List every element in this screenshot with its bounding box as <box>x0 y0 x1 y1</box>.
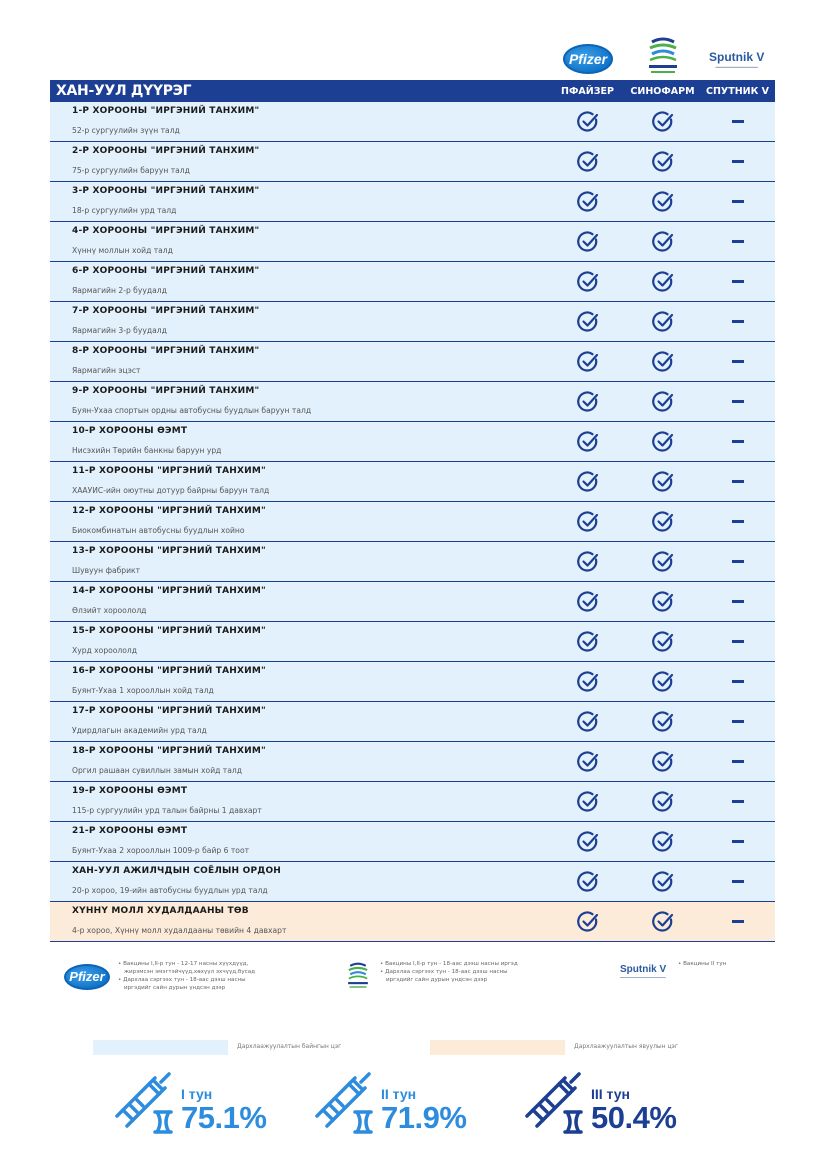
location-name: 17-Р ХОРООНЫ "ИРГЭНИЙ ТАНХИМ" <box>72 706 266 716</box>
sputnik-cell <box>700 742 775 781</box>
sputnik-cell <box>700 582 775 621</box>
dash-icon <box>732 600 744 603</box>
check-icon <box>651 150 675 174</box>
location-info <box>50 582 550 621</box>
location-address: Оргил рашаан сувиллын замын хойд талд <box>72 766 242 775</box>
table-row <box>50 302 775 342</box>
pfizer-cell <box>550 142 625 181</box>
location-name: 13-Р ХОРООНЫ "ИРГЭНИЙ ТАНХИМ" <box>72 546 266 556</box>
location-info <box>50 302 550 341</box>
location-address: 20-р хороо, 19-ийн автобусны буудлын урд талд <box>72 886 268 895</box>
sputnik-logo <box>709 50 764 71</box>
table-row <box>50 462 775 502</box>
sinopharm-cell <box>625 542 700 581</box>
sinopharm-cell <box>625 582 700 621</box>
sinopharm-cell <box>625 862 700 901</box>
check-icon <box>576 750 600 774</box>
sputnik-cell <box>700 862 775 901</box>
location-name: 14-Р ХОРООНЫ "ИРГЭНИЙ ТАНХИМ" <box>72 586 266 596</box>
column-pfizer: ПФАЙЗЕР <box>561 85 614 97</box>
table-row <box>50 342 775 382</box>
check-icon <box>651 870 675 894</box>
syringe-hourglass-icon <box>315 1072 377 1134</box>
location-address: Буянт-Ухаа 1 хорооллын хойд талд <box>72 686 214 695</box>
location-info <box>50 862 550 901</box>
dash-icon <box>732 360 744 363</box>
location-address: Өлзийт хороололд <box>72 606 147 615</box>
pfizer-cell <box>550 342 625 381</box>
vaccine-legend <box>0 958 825 1008</box>
sinopharm-cell <box>625 462 700 501</box>
pfizer-cell <box>550 902 625 941</box>
legend-sinopharm-logo <box>346 960 370 990</box>
location-name: 18-Р ХОРООНЫ "ИРГЭНИЙ ТАНХИМ" <box>72 746 266 756</box>
sputnik-logo-text: Sputnik V <box>709 50 765 64</box>
district-title: ХАН-УУЛ ДҮҮРЭГ <box>56 83 192 99</box>
check-icon <box>651 550 675 574</box>
dose-percent: 50.4% <box>591 1100 677 1135</box>
sinopharm-cell <box>625 902 700 941</box>
sinopharm-cell <box>625 382 700 421</box>
legend-sinopharm-line: • Вакцины I,II-р тун - 18-аас дээш насны иргэд <box>380 961 518 967</box>
sinopharm-cell <box>625 662 700 701</box>
dash-icon <box>732 760 744 763</box>
location-info <box>50 342 550 381</box>
vaccine-logos <box>0 30 825 78</box>
location-name: 12-Р ХОРООНЫ "ИРГЭНИЙ ТАНХИМ" <box>72 506 266 516</box>
check-icon <box>651 750 675 774</box>
check-icon <box>576 350 600 374</box>
table-row <box>50 822 775 862</box>
check-icon <box>651 470 675 494</box>
dash-icon <box>732 160 744 163</box>
sputnik-logo-subline: ━━━━━━━━━━━━━━ <box>715 65 758 71</box>
check-icon <box>576 190 600 214</box>
table-row <box>50 862 775 902</box>
check-icon <box>576 230 600 254</box>
table-row <box>50 702 775 742</box>
location-info <box>50 422 550 461</box>
check-icon <box>651 230 675 254</box>
table-row <box>50 502 775 542</box>
legend-sputnik-logo <box>620 964 666 980</box>
pfizer-cell <box>550 302 625 341</box>
table-row <box>50 582 775 622</box>
legend-pfizer-line: иргэдийг сайн дурын үндсэн дээр <box>124 985 226 991</box>
pfizer-cell <box>550 742 625 781</box>
sinopharm-cell <box>625 502 700 541</box>
location-info <box>50 462 550 501</box>
sinopharm-cell <box>625 262 700 301</box>
legend-sputnik-text <box>678 960 726 968</box>
check-icon <box>651 350 675 374</box>
location-address: Хүннү моллын хойд талд <box>72 246 173 255</box>
location-name: 8-Р ХОРООНЫ "ИРГЭНИЙ ТАНХИМ" <box>72 346 260 356</box>
location-name: 9-Р ХОРООНЫ "ИРГЭНИЙ ТАНХИМ" <box>72 386 260 396</box>
table-row <box>50 102 775 142</box>
sputnik-cell <box>700 222 775 261</box>
location-address: 18-р сургуулийн урд талд <box>72 206 177 215</box>
dash-icon <box>732 920 744 923</box>
check-icon <box>576 710 600 734</box>
table-row <box>50 742 775 782</box>
sputnik-cell <box>700 462 775 501</box>
check-icon <box>651 310 675 334</box>
sputnik-cell <box>700 342 775 381</box>
sinopharm-cell <box>625 302 700 341</box>
location-name: ХҮННҮ МОЛЛ ХУДАЛДААНЫ ТӨВ <box>72 906 249 916</box>
dash-icon <box>732 800 744 803</box>
check-icon <box>651 270 675 294</box>
sputnik-cell <box>700 702 775 741</box>
table-row <box>50 382 775 422</box>
pfizer-cell <box>550 382 625 421</box>
check-icon <box>651 670 675 694</box>
dash-icon <box>732 400 744 403</box>
location-info <box>50 902 550 941</box>
sinopharm-cell <box>625 342 700 381</box>
location-name: ХАН-УУЛ АЖИЛЧДЫН СОЁЛЫН ОРДОН <box>72 866 282 876</box>
check-icon <box>576 830 600 854</box>
sputnik-cell <box>700 622 775 661</box>
location-name: 3-Р ХОРООНЫ "ИРГЭНИЙ ТАНХИМ" <box>72 186 260 196</box>
sputnik-cell <box>700 902 775 941</box>
location-name: 11-Р ХОРООНЫ "ИРГЭНИЙ ТАНХИМ" <box>72 466 266 476</box>
check-icon <box>576 110 600 134</box>
check-icon <box>576 270 600 294</box>
sputnik-cell <box>700 142 775 181</box>
location-name: 16-Р ХОРООНЫ "ИРГЭНИЙ ТАНХИМ" <box>72 666 266 676</box>
location-address: Удирдлагын академийн урд талд <box>72 726 207 735</box>
location-info <box>50 702 550 741</box>
legend-sinopharm-line: • Дархлаа сэргээх тун - 18-аас дээш насны <box>380 969 508 975</box>
location-address: 4-р хороо, Хүннү молл худалдааны төвийн 4 давхарт <box>72 926 287 935</box>
sinopharm-cell <box>625 142 700 181</box>
dose-label: I тун <box>181 1086 213 1102</box>
sputnik-cell <box>700 542 775 581</box>
permanent-point-key-swatch <box>93 1040 228 1055</box>
pfizer-cell <box>550 462 625 501</box>
pfizer-cell <box>550 262 625 301</box>
sinopharm-cell <box>625 182 700 221</box>
column-sinopharm: СИНОФАРМ <box>630 85 695 97</box>
dash-icon <box>732 320 744 323</box>
sputnik-cell <box>700 382 775 421</box>
location-info <box>50 182 550 221</box>
location-info <box>50 742 550 781</box>
sputnik-cell <box>700 822 775 861</box>
check-icon <box>651 830 675 854</box>
check-icon <box>576 870 600 894</box>
location-address: Буян-Ухаа спортын ордны автобусны буудлын баруун талд <box>72 406 312 415</box>
sputnik-cell <box>700 102 775 141</box>
location-address: ХААУИС-ийн оюутны дотуур байрны баруун талд <box>72 486 270 495</box>
dash-icon <box>732 440 744 443</box>
location-info <box>50 142 550 181</box>
check-icon <box>651 590 675 614</box>
check-icon <box>651 390 675 414</box>
dash-icon <box>732 840 744 843</box>
location-name: 7-Р ХОРООНЫ "ИРГЭНИЙ ТАНХИМ" <box>72 306 260 316</box>
table-row <box>50 142 775 182</box>
check-icon <box>651 630 675 654</box>
check-icon <box>576 590 600 614</box>
location-address: Хурд хороололд <box>72 646 138 655</box>
location-address: Яармагийн 3-р буудалд <box>72 326 167 335</box>
dash-icon <box>732 200 744 203</box>
table-row <box>50 902 775 942</box>
sinopharm-cell <box>625 822 700 861</box>
location-info <box>50 822 550 861</box>
mobile-point-key-swatch <box>430 1040 565 1055</box>
pfizer-cell <box>550 502 625 541</box>
location-name: 1-Р ХОРООНЫ "ИРГЭНИЙ ТАНХИМ" <box>72 106 260 116</box>
location-name: 10-Р ХОРООНЫ ӨЭМТ <box>72 426 188 436</box>
pfizer-cell <box>550 182 625 221</box>
sputnik-cell <box>700 302 775 341</box>
location-address: 75-р сургуулийн баруун талд <box>72 166 190 175</box>
check-icon <box>576 790 600 814</box>
dash-icon <box>732 880 744 883</box>
dash-icon <box>732 240 744 243</box>
location-info <box>50 382 550 421</box>
pfizer-cell <box>550 222 625 261</box>
table-row <box>50 542 775 582</box>
location-info <box>50 262 550 301</box>
legend-pfizer-line: • Вакцины I,II-р тун - 12-17 насны хүүхдүүд, <box>118 961 249 967</box>
dash-icon <box>732 480 744 483</box>
dash-icon <box>732 560 744 563</box>
check-icon <box>651 910 675 934</box>
pfizer-cell <box>550 782 625 821</box>
check-icon <box>576 550 600 574</box>
check-icon <box>576 310 600 334</box>
table-row <box>50 622 775 662</box>
table-row <box>50 182 775 222</box>
table-header <box>50 80 775 102</box>
table-row <box>50 262 775 302</box>
dose-label: II тун <box>381 1086 417 1102</box>
location-info <box>50 622 550 661</box>
vaccination-points-table <box>50 80 775 942</box>
table-row <box>50 222 775 262</box>
legend-sinopharm-line: иргэдийг сайн дурын үндсэн дээр <box>386 977 488 983</box>
check-icon <box>576 470 600 494</box>
dash-icon <box>732 720 744 723</box>
sputnik-cell <box>700 262 775 301</box>
dash-icon <box>732 640 744 643</box>
table-row <box>50 422 775 462</box>
location-info <box>50 782 550 821</box>
check-icon <box>651 510 675 534</box>
permanent-point-key-label: Дархлаажуулалтын байнгын цэг <box>237 1043 342 1050</box>
sinopharm-cell <box>625 702 700 741</box>
legend-pfizer-line: • Дархлаа сэргээх тун - 18-аас дээш насны <box>118 977 246 983</box>
location-address: Буянт-Ухаа 2 хорооллын 1009-р байр 6 тоот <box>72 846 250 855</box>
legend-sputnik-logo-subline: ━━━━━━━━━━━━━━━━━━━ <box>620 975 666 980</box>
table-row <box>50 662 775 702</box>
sinopharm-logo <box>646 34 680 76</box>
table-row <box>50 782 775 822</box>
location-address: Биокомбинатын автобусны буудлын хойно <box>72 526 245 535</box>
location-name: 6-Р ХОРООНЫ "ИРГЭНИЙ ТАНХИМ" <box>72 266 260 276</box>
sputnik-cell <box>700 502 775 541</box>
sputnik-cell <box>700 662 775 701</box>
mobile-point-key-label: Дархлаажуулалтын явуулын цэг <box>574 1043 679 1050</box>
sinopharm-cell <box>625 102 700 141</box>
check-icon <box>651 710 675 734</box>
location-address: Нисэхийн Төрийн банкны баруун урд <box>72 446 222 455</box>
location-name: 4-Р ХОРООНЫ "ИРГЭНИЙ ТАНХИМ" <box>72 226 260 236</box>
location-name: 15-Р ХОРООНЫ "ИРГЭНИЙ ТАНХИМ" <box>72 626 266 636</box>
sinopharm-cell <box>625 422 700 461</box>
pfizer-cell <box>550 822 625 861</box>
sputnik-cell <box>700 422 775 461</box>
check-icon <box>651 790 675 814</box>
check-icon <box>576 430 600 454</box>
dose-percent: 75.1% <box>181 1100 267 1135</box>
location-name: 2-Р ХОРООНЫ "ИРГЭНИЙ ТАНХИМ" <box>72 146 260 156</box>
check-icon <box>651 430 675 454</box>
dash-icon <box>732 280 744 283</box>
syringe-hourglass-icon <box>525 1072 587 1134</box>
check-icon <box>576 150 600 174</box>
check-icon <box>576 670 600 694</box>
pfizer-logo: Pfizer <box>563 44 613 74</box>
sinopharm-cell <box>625 742 700 781</box>
check-icon <box>651 190 675 214</box>
dash-icon <box>732 520 744 523</box>
sputnik-cell <box>700 182 775 221</box>
legend-pfizer-logo: Pfizer <box>64 964 110 990</box>
location-address: Яармагийн 2-р буудалд <box>72 286 167 295</box>
location-address: 115-р сургуулийн урд талын байрны 1 давхарт <box>72 806 262 815</box>
syringe-hourglass-icon <box>115 1072 177 1134</box>
check-icon <box>576 630 600 654</box>
dose-percent: 71.9% <box>381 1100 467 1135</box>
pfizer-cell <box>550 622 625 661</box>
pfizer-cell <box>550 702 625 741</box>
pfizer-cell <box>550 862 625 901</box>
legend-pfizer-text <box>118 960 255 992</box>
pfizer-cell <box>550 542 625 581</box>
pfizer-cell <box>550 582 625 621</box>
dose-stat-3 <box>525 1072 725 1142</box>
location-name: 19-Р ХОРООНЫ ӨЭМТ <box>72 786 188 796</box>
legend-sinopharm-text <box>380 960 518 984</box>
check-icon <box>651 110 675 134</box>
sinopharm-cell <box>625 622 700 661</box>
location-name: 21-Р ХОРООНЫ ӨЭМТ <box>72 826 188 836</box>
check-icon <box>576 910 600 934</box>
dose-stat-2 <box>315 1072 515 1142</box>
pfizer-cell <box>550 662 625 701</box>
pfizer-cell <box>550 102 625 141</box>
location-address: 52-р сургуулийн зүүн талд <box>72 126 180 135</box>
location-info <box>50 502 550 541</box>
location-info <box>50 662 550 701</box>
table-body <box>50 102 775 942</box>
sputnik-cell <box>700 782 775 821</box>
legend-sputnik-line: • Вакцины II тун <box>678 961 727 967</box>
location-info <box>50 542 550 581</box>
dose-label: III тун <box>591 1086 631 1102</box>
sinopharm-cell <box>625 222 700 261</box>
sinopharm-cell <box>625 782 700 821</box>
location-address: Шувуун фабрикт <box>72 566 141 575</box>
column-sputnik: СПУТНИК V <box>705 85 770 97</box>
location-info <box>50 102 550 141</box>
location-address: Яармагийн эцэст <box>72 366 141 375</box>
pfizer-cell <box>550 422 625 461</box>
check-icon <box>576 510 600 534</box>
legend-pfizer-line: жирэмсэн эмэгтэйчүүд,хөхүүл эхчүүд,бусад <box>124 969 256 975</box>
location-info <box>50 222 550 261</box>
legend-sputnik-logo-text: Sputnik V <box>620 964 667 975</box>
dash-icon <box>732 120 744 123</box>
dash-icon <box>732 680 744 683</box>
check-icon <box>576 390 600 414</box>
dose-stat-1 <box>115 1072 315 1142</box>
